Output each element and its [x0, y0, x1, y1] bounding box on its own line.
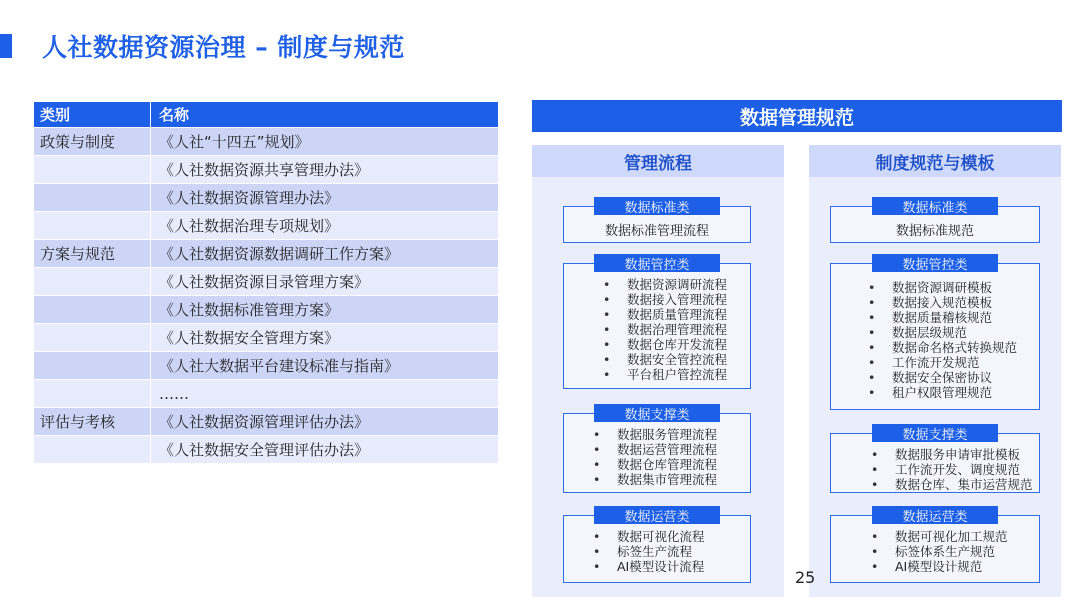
table-row [34, 379, 498, 407]
table-cell-category [34, 184, 151, 211]
table-row [34, 211, 498, 239]
list-item: • 数据治理管理流程 [627, 322, 750, 337]
group-box [563, 257, 751, 389]
table-row [34, 323, 498, 351]
diagram-title: 数据管理规范 [532, 100, 1062, 132]
table-cell-category: 政策与制度 [34, 128, 151, 155]
table-cell-category [34, 324, 151, 351]
group-label: 数据运营类 [594, 506, 720, 524]
group-item-list [831, 447, 1039, 492]
table-cell-name: 《人社数据资源共享管理办法》 [159, 161, 370, 179]
list-item: • 平台租户管控流程 [627, 367, 750, 382]
group-item-list [564, 277, 750, 382]
column-title: 制度规范与模板 [809, 145, 1061, 177]
list-item: • 数据质量稽核规范 [892, 310, 1039, 325]
table-cell-category [34, 352, 151, 379]
table-header-row [34, 102, 498, 127]
list-item: • 工作流开发规范 [892, 355, 1039, 370]
table-cell-name: 《人社数据安全管理方案》 [159, 329, 340, 347]
group-item: 数据标准规范 [895, 224, 974, 239]
list-item: • 数据仓库开发流程 [627, 337, 750, 352]
table-header-category: 类别 [34, 102, 151, 127]
table-cell-category [34, 268, 151, 295]
group-item-list [564, 529, 750, 574]
group-item-list [831, 529, 1039, 574]
table-row [34, 127, 498, 155]
page-number: 25 [795, 568, 816, 587]
column-title: 管理流程 [532, 145, 784, 177]
table-row [34, 435, 498, 463]
list-item: • 数据集市管理流程 [617, 472, 750, 487]
list-item: • 工作流开发、调度规范 [895, 462, 1039, 477]
table-cell-name: 《人社数据安全管理评估办法》 [159, 441, 370, 459]
group-item-list [564, 427, 750, 487]
list-item: • 数据资源调研流程 [627, 277, 750, 292]
list-item: • AI模型设计规范 [895, 559, 1039, 574]
list-item: • 数据层级规范 [892, 325, 1039, 340]
table-cell-name: 《人社数据资源数据调研工作方案》 [159, 245, 400, 263]
group-label: 数据标准类 [594, 197, 720, 215]
table-row [34, 351, 498, 379]
title-accent-bar [0, 34, 12, 58]
table-cell-category [34, 212, 151, 239]
table-cell-name: 《人社数据标准管理方案》 [159, 301, 340, 319]
group-label: 数据管控类 [872, 254, 998, 272]
table-cell-name: 《人社“十四五”规划》 [159, 133, 310, 151]
table-cell-name: …… [159, 384, 189, 403]
list-item: • 数据接入管理流程 [627, 292, 750, 307]
list-item: • 数据质量管理流程 [627, 307, 750, 322]
table-cell-name: 《人社大数据平台建设标准与指南》 [159, 357, 400, 375]
table-header-name: 名称 [159, 106, 190, 124]
table-row [34, 155, 498, 183]
group-item: 数据标准管理流程 [604, 224, 709, 239]
group-label: 数据支撑类 [872, 424, 998, 442]
table-cell-category [34, 380, 151, 407]
list-item: • 数据可视化流程 [617, 529, 750, 544]
policy-template-column [809, 145, 1061, 597]
list-item: • 数据命名格式转换规范 [892, 340, 1039, 355]
table-row [34, 183, 498, 211]
group-label: 数据管控类 [594, 254, 720, 272]
group-box [830, 200, 1040, 243]
table-cell-name: 《人社数据资源目录管理方案》 [159, 273, 370, 291]
table-row [34, 295, 498, 323]
list-item: • 数据接入规范模板 [892, 295, 1039, 310]
list-item: • 数据安全管控流程 [627, 352, 750, 367]
list-item: • 数据可视化加工规范 [895, 529, 1039, 544]
table-cell-name: 《人社数据资源管理办法》 [159, 189, 340, 207]
page-title: 人社数据资源治理 – 制度与规范 [42, 33, 405, 62]
group-box [830, 257, 1040, 410]
list-item: • 数据服务申请审批模板 [895, 447, 1039, 462]
group-box [830, 509, 1040, 583]
group-label: 数据标准类 [872, 197, 998, 215]
table-row [34, 267, 498, 295]
table-row [34, 239, 498, 267]
list-item: • 标签生产流程 [617, 544, 750, 559]
group-box [830, 427, 1040, 493]
group-label: 数据运营类 [872, 506, 998, 524]
table-cell-category: 方案与规范 [34, 240, 151, 267]
table-cell-name: 《人社数据资源管理评估办法》 [159, 413, 370, 431]
regulation-table [34, 102, 498, 463]
list-item: • 数据资源调研模板 [892, 280, 1039, 295]
list-item: • 数据仓库、集市运营规范 [895, 477, 1039, 492]
group-box [563, 200, 751, 243]
group-box [563, 509, 751, 583]
list-item: • 数据仓库管理流程 [617, 457, 750, 472]
group-item-list [831, 280, 1039, 400]
table-cell-category [34, 436, 151, 463]
list-item: • 租户权限管理规范 [892, 385, 1039, 400]
list-item: • 数据运营管理流程 [617, 442, 750, 457]
group-box [563, 407, 751, 493]
list-item: • 数据服务管理流程 [617, 427, 750, 442]
group-label: 数据支撑类 [594, 404, 720, 422]
list-item: • 数据安全保密协议 [892, 370, 1039, 385]
table-row [34, 407, 498, 435]
management-process-column [532, 145, 784, 597]
table-cell-name: 《人社数据治理专项规划》 [159, 217, 340, 235]
table-cell-category: 评估与考核 [34, 408, 151, 435]
table-cell-category [34, 156, 151, 183]
table-cell-category [34, 296, 151, 323]
list-item: • 标签体系生产规范 [895, 544, 1039, 559]
list-item: • AI模型设计流程 [617, 559, 750, 574]
